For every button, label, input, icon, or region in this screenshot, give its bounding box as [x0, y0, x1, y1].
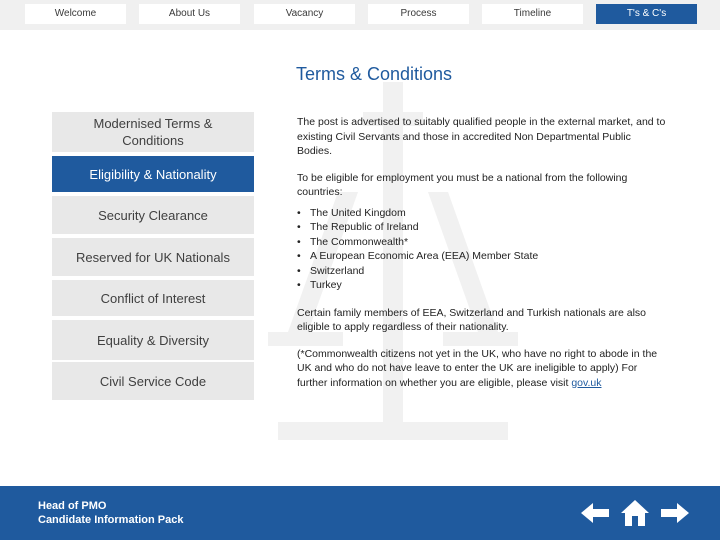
sidemenu-item-conflict-of-interest[interactable] [52, 280, 254, 316]
nav-tab-terms[interactable]: T's & C's [596, 4, 697, 24]
content-panel [297, 115, 667, 402]
list-item: • Turkey [297, 278, 667, 293]
intro-paragraph: The post is advertised to suitably qualified people in the external market, and to existing Civil Servants and those in accredited Non Departmental Public Bodies. [297, 116, 666, 157]
nav-tab-timeline[interactable]: Timeline [482, 4, 583, 24]
commonwealth-note-text: (*Commonwealth citizens not yet in the UK, who have no right to abode in the UK and who do not have leave to enter the UK are ineligible to apply) For further information on whether you are eligible, please visit [297, 347, 658, 389]
sidemenu-item-equality-diversity[interactable] [52, 320, 254, 360]
top-navigation-bar [0, 0, 720, 30]
nav-tab-process[interactable]: Process [368, 4, 469, 24]
sidemenu-item-label: Reserved for UK Nationals [76, 249, 230, 265]
sidemenu-item-security-clearance[interactable] [52, 196, 254, 234]
nav-tab-about-us[interactable]: About Us [139, 4, 240, 24]
nav-tab-welcome[interactable]: Welcome [25, 4, 126, 24]
sidemenu-item-label: Security Clearance [98, 207, 208, 223]
arrow-left-icon[interactable] [579, 498, 611, 528]
list-item: • Switzerland [297, 264, 667, 279]
countries-list [297, 206, 667, 293]
list-item: • A European Economic Area (EEA) Member State [297, 249, 667, 264]
home-icon[interactable] [619, 498, 651, 528]
nav-tab-vacancy[interactable]: Vacancy [254, 4, 355, 24]
page-title: Terms & Conditions [296, 64, 453, 84]
sidemenu-item-label: Civil Service Code [99, 373, 207, 389]
list-item: • The United Kingdom [297, 206, 667, 221]
footer-line-2: Candidate Information Pack [38, 513, 184, 526]
sidemenu-item-reserved-uk[interactable] [52, 238, 254, 276]
sidemenu-item-civil-service-code[interactable] [52, 362, 254, 400]
sidemenu-item-modernised-terms[interactable] [52, 112, 254, 152]
family-members-paragraph: Certain family members of EEA, Switzerland and Turkish nationals are also eligible to apply regardless of their nationality. [297, 306, 646, 333]
sidemenu-item-label: Eligibility & Nationality [89, 166, 217, 182]
footer-title [38, 500, 183, 527]
footer-line-1: Head of PMO [38, 500, 107, 512]
gov-uk-link[interactable]: gov.uk [571, 376, 602, 389]
sidemenu-item-label: Equality & Diversity [97, 332, 209, 348]
commonwealth-note-paragraph [297, 347, 667, 391]
footer-bar [0, 486, 720, 540]
sidemenu-item-label: Conflict of Interest [100, 290, 206, 306]
arrow-right-icon[interactable] [659, 498, 691, 528]
eligibility-paragraph: To be eligible for employment you must be a national from the following countries: [297, 171, 628, 198]
list-item: • The Republic of Ireland [297, 220, 667, 235]
sidemenu-item-eligibility[interactable] [52, 156, 254, 192]
sidemenu-item-label: Modernised Terms & Conditions [93, 116, 213, 148]
list-item: • The Commonwealth* [297, 235, 667, 250]
